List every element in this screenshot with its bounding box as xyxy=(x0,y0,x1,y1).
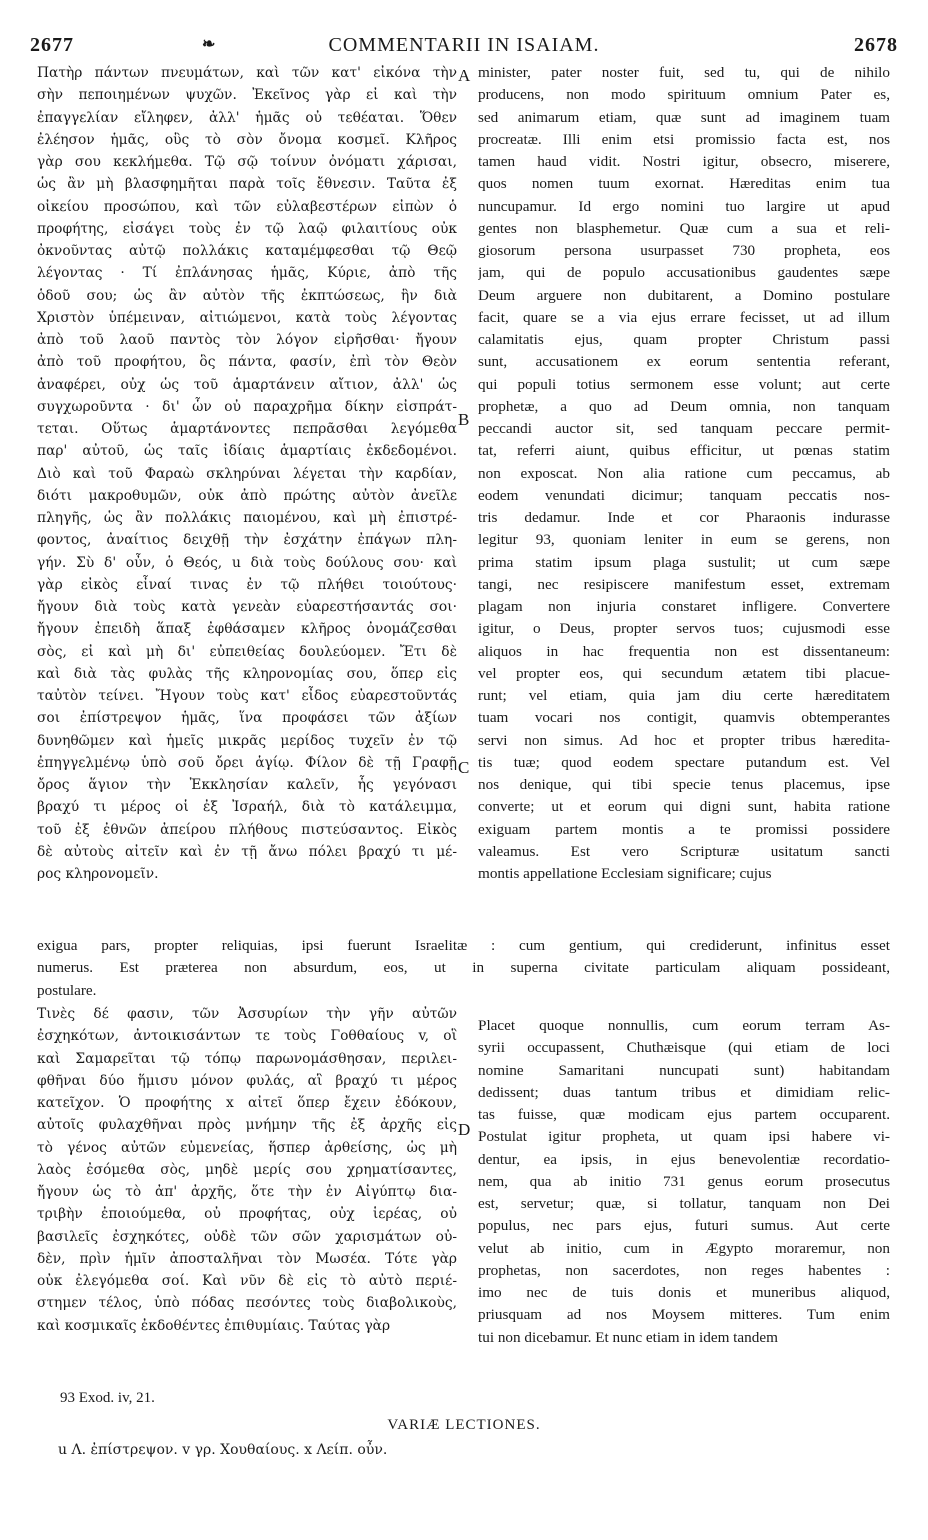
latin-text-line: sed animarum etiam, quæ sunt ad imaginem tuam xyxy=(478,108,890,126)
latin-text-line: tangi, nec resipiscere manifestum esset, extremam xyxy=(478,575,890,593)
greek-column-top xyxy=(37,62,457,885)
greek-text-line: ἐλέησον ἡμᾶς, οὓς τὸ σὸν ὄνομα κοσμεῖ. Κλῆρος xyxy=(37,131,457,148)
greek-text-line: λαὸς ἐσόμεθα σὸς, μηδὲ μερίς σου χρηματίσαντες, xyxy=(37,1161,457,1178)
latin-text-line: populus, nec pars ejus, futuri sumus. Aut certe xyxy=(478,1217,890,1235)
section-marker-c: C xyxy=(458,758,470,777)
latin-text-line: priusquam ad nos Moysem mitteres. Tum enim xyxy=(478,1306,890,1324)
latin-text-line: aliquos in hac frequentia non est dissentaneum: xyxy=(478,642,890,660)
latin-text-line: nem, qua ab initio 731 genus eorum prosecutus xyxy=(478,1172,890,1190)
latin-text-line: imo nec de tuis donis et muneribus aliquod, xyxy=(478,1284,890,1301)
greek-text-line: ἤγουν διὰ τοὺς κατὰ γενεὰν εὐαρεστήσαντάς σοι· xyxy=(37,599,457,615)
variae-lectiones-title: VARIÆ LECTIONES. xyxy=(387,1417,541,1433)
latin-text-line: servi non simus. Ad hoc et propter tribus hæredita- xyxy=(478,731,890,749)
latin-text-line: tas fuisse, quæ modicam ejus partem occuparent. xyxy=(478,1106,890,1123)
latin-text-line: prophetas, non sacerdotes, non reges habentes : xyxy=(478,1261,890,1279)
latin-text-line: nos denique, qui tibi specie tenus placemus, ipse xyxy=(478,776,890,793)
greek-text-line: σὸς, εἰ καὶ μὴ δι' εὐπειθείας δουλεύομεν. Ἔτι δὲ xyxy=(37,643,457,660)
latin-text-line: quos nomen tuum exornat. Hæreditas enim tua xyxy=(478,175,890,193)
greek-text-line: ὀκνοῦντας αὐτῷ πολλάκις καταμέμφεσθαι τῷ Θεῷ xyxy=(37,243,457,259)
greek-text-line: Τινὲς δέ φασιν, τῶν Ἀσσυρίων τὴν γῆν αὐτῶν xyxy=(37,1006,457,1022)
greek-text-line: ἀναφέρει, οὐχ ὡς τοῦ ἁμαρτάνειν αἴτιον, ἀλλ' ὡς xyxy=(37,376,457,393)
latin-text-line: peccandi auctor sit, sed tanquam peccare permit- xyxy=(478,420,890,437)
latin-text-line: converte; ut et eorum qui digni sunt, habita ratione xyxy=(478,798,890,816)
latin-text-line: calamitatis ejus, quam propter Christum passi xyxy=(478,331,890,348)
greek-text-line: καὶ Σαμαρεῖται τῷ τόπῳ παρωνομάσθησαν, περιλει- xyxy=(37,1050,457,1067)
running-title: COMMENTARII IN ISAIAM. xyxy=(328,34,600,56)
latin-full-width-paragraph xyxy=(37,935,890,1002)
latin-text-line: tris dedamur. Inde et cor Pharaonis indurasse xyxy=(478,509,890,526)
greek-text-line: φοντος, ἀναίτιος δειχθῇ τὴν ἐσχάτην ἐπάγων πλη- xyxy=(37,532,457,549)
latin-text-line: non exposcat. Non alia ratione cum peccamus, ab xyxy=(478,464,890,482)
greek-text-line: παρ' αὐτοῦ, ὡς ταῖς ἰδίαις ἁμαρτίαις ἐκδεδομένοι. xyxy=(37,443,457,460)
greek-text-line: τεται. Οὕτως ἁμαρτάνοντες πεπρᾶσθαι λεγόμεθα xyxy=(37,421,457,437)
latin-text-line: Deum arguere non dubitarent, a Domino postulare xyxy=(478,286,890,304)
page-number-left: 2677 xyxy=(30,34,74,56)
page-number-right: 2678 xyxy=(854,34,898,56)
latin-text-line: igitur, o Deus, propter servos tuos; cujusmodi esse xyxy=(478,620,890,638)
greek-text-line: ὄρος ἅγιον τὴν Ἐκκλησίαν καλεῖν, ἧς γεγόνασι xyxy=(37,777,457,793)
fleuron-ornament: ❧ xyxy=(202,36,216,53)
greek-text-line: γὰρ εἰκὸς εἶναί τινας ἐν τῷ πλήθει τοιούτους· xyxy=(37,576,457,593)
greek-text-line: ἐσχηκότων, ἀντοικισάντων τε τοὺς Γοθθαίους v, οἳ xyxy=(37,1028,457,1045)
latin-text-line: prophetæ, a quo ad Deum omnia, non tanquam xyxy=(478,397,890,415)
greek-text-line: δὲ αὐτοὺς αἰτεῖν καὶ ἐν τῇ ἄνω πόλει βραχύ τι μέ- xyxy=(37,843,457,860)
latin-text-line: nuncupamur. Id ergo nomini tuo largire ut apud xyxy=(478,197,890,215)
greek-text-line: αὐτοῖς φυλαχθῆναι πρὸς μνήμην τῆς ἐξ ἀρχῆς εἰς xyxy=(37,1117,457,1134)
latin-text-line: jam, qui de populo accusationibus gaudentes sæpe xyxy=(478,264,890,282)
greek-text-line: ἐπηγγελμένῳ ὑπὸ σοῦ ὄρει ἁγίῳ. Φίλον δὲ τῇ Γραφῇ xyxy=(37,754,457,771)
greek-text-line: κατεῖχον. Ὁ προφήτης x αἰτεῖ ὅπερ ἔχειν ἐδόκουν, xyxy=(37,1095,457,1111)
greek-text-line: πληγῆς, ὡς ἂν πολλάκις παιομένου, καὶ μὴ ἐπιστρέ- xyxy=(37,510,457,526)
latin-text-line: est, servetur; quæ, si tollatur, tanquam non Dei xyxy=(478,1195,890,1212)
latin-text-line: tuam vocari nos contigit, quamvis obtemperantes xyxy=(478,709,890,727)
greek-text-line: ἐπαγγελίαν εἴληφεν, ἀλλ' ἡμᾶς οὐ τεθέαται. Ὅθεν xyxy=(37,109,457,126)
greek-text-line: βραχύ τι μέρος οἱ ἐξ Ἰσραήλ, διὰ τὸ κατάλειμμα, xyxy=(37,799,457,816)
section-marker-b: B xyxy=(458,410,470,429)
greek-text-line: προφήτης, εἰσάγει τοὺς ἐν τῷ λαῷ φιλαιτίους οὐκ xyxy=(37,220,457,237)
greek-text-line: βασιλεῖς ἐσχηκότες, οὐδὲ τῶν σῶν χαρισμάτων οὐ- xyxy=(37,1228,457,1245)
greek-text-line: ὁδοῦ σου; ὡς ἂν αὐτὸν τῆς ἐκπτώσεως, ἣν διὰ xyxy=(37,287,457,304)
greek-text-line: ἀπὸ τοῦ προφήτου, ὃς πάντα, φασίν, ἐπὶ τὸν Θεὸν xyxy=(37,354,457,371)
latin-text-line: plagam non injuria constaret infligere. Convertere xyxy=(478,598,890,615)
greek-text-line: φθῆναι δύο ἥμισυ μόνον φυλάς, αἳ βραχύ τι μέρος xyxy=(37,1072,457,1089)
greek-text-line: δὲν, πρὶν ἡμῖν ἀποσταλῆναι τὸν Μωσέα. Τότε γὰρ xyxy=(37,1250,457,1267)
latin-text-line: velut ab initio, cum in Ægypto moraremur, non xyxy=(478,1239,890,1257)
greek-text-line: ἤγουν ἐπειδὴ ἅπαξ ἐφθάσαμεν κλῆρος ὀνομάζεσθαι xyxy=(37,621,457,638)
greek-text-line: οὐκ ἐλεγόμεθα σοί. Καὶ νῦν δὲ εἰς τὸ αὐτὸ περιέ- xyxy=(37,1273,457,1289)
latin-text-line: prima statim ipsum plaga sustulit; ut cum sæpe xyxy=(478,553,890,571)
section-marker-a: A xyxy=(458,66,471,85)
latin-text-line: qui populi totius sermonem esse volunt; aut certe xyxy=(478,375,890,393)
latin-text-line: exigua pars, propter reliquias, ipsi fuerunt Israelitæ : cum gentium, qui crediderunt, infinitus esset xyxy=(37,937,890,954)
greek-column-bottom xyxy=(37,1003,457,1337)
greek-text-line: Διὸ καὶ τοῦ Φαραὼ σκληρύναι λέγεται τὴν καρδίαν, xyxy=(37,465,457,482)
greek-text-line: ρος κληρονομεῖν. xyxy=(37,866,159,882)
greek-text-line: Πατὴρ πάντων πνευμάτων, καὶ τῶν κατ' εἰκόνα τὴν xyxy=(37,65,457,81)
latin-text-line: tat, referri aiunt, quibus efficitur, ut pœnas statim xyxy=(478,442,890,460)
latin-text-line: dentur, ea ipsis, in ejus benevolentiæ recordatio- xyxy=(478,1150,890,1168)
greek-text-line: σοι ἐπίστρεψον ἡμᾶς, ἵνα προφάσει τῶν ἀξίων xyxy=(37,710,457,727)
latin-text-line: syrii occupassent, Chuthæisque (qui etiam de loci xyxy=(478,1039,890,1057)
latin-text-line: legitur 93, quoniam leniter in eum se gerens, non xyxy=(478,531,890,549)
latin-text-line: giosorum persona usurpasset 730 propheta, eos xyxy=(478,242,890,259)
greek-text-line: ἀπὸ τοῦ λαοῦ παντὸς τὸν λόγον εἰρῆσθαι· ἤγουν xyxy=(37,332,457,348)
section-marker-d: D xyxy=(458,1120,471,1139)
greek-text-line: γὰρ σου κεκλήμεθα. Τῷ σῷ τοίνυν ὀνόματι χάρισαι, xyxy=(37,154,457,170)
greek-text-line: στημεν τέλος, ὑπὸ πόδας πεσόντες τοὺς διαβολικοὺς, xyxy=(37,1295,457,1312)
latin-column-bottom xyxy=(478,1015,890,1349)
latin-text-line: producens, non modo spirituum omnium Pater es, xyxy=(478,86,890,104)
latin-text-line: numerus. Est præterea non absurdum, eos, ut in superna civitate particulam aliquam possideant, xyxy=(37,959,890,977)
latin-text-line: vel propter eos, qui secundum ætatem tibi placue- xyxy=(478,664,890,682)
latin-text-line: Placet quoque nonnullis, cum eorum terram As- xyxy=(478,1017,890,1034)
greek-text-line: γήν. Σὺ δ' οὖν, ὁ Θεός, u διὰ τοὺς δούλους σου· καὶ xyxy=(37,554,457,571)
latin-text-line: procreatæ. Illi enim etsi promissio facta est, nos xyxy=(478,130,890,148)
greek-text-line: καὶ κοσμικαῖς ἐκδοθέντες ἐπιθυμίαις. Ταύτας γὰρ xyxy=(37,1317,391,1334)
greek-text-line: διότι μακροθυμῶν, οὐκ ἀπὸ πρώτης αὐτὸν ἀνεῖλε xyxy=(37,487,457,504)
latin-text-line: exiguam partem montis a te promissi possidere xyxy=(478,820,890,838)
greek-text-line: συγχωροῦντα · δι' ὧν οὐ παραχρῆμα δίκην εἰσπράτ- xyxy=(37,398,457,415)
latin-text-line: sunt, accusationem ex eorum sententia referant, xyxy=(478,353,890,371)
footnote: 93 Exod. iv, 21. xyxy=(60,1390,155,1406)
greek-text-line: τριβὴν ἐποιούμεθα, οὐ προφήτας, οὐχ ἱερέας, οὐ xyxy=(37,1206,457,1223)
greek-text-line: καὶ διὰ τὰς φυλὰς τῆς κληρονομίας σου, ὅπερ εἰς xyxy=(37,665,457,682)
latin-text-line: valeamus. Est vero Scripturæ usitatum sancti xyxy=(478,842,890,860)
greek-text-line: οἰκείου προσώπου, καὶ τῶν εὐλαβεστέρων εἰπὼν ὁ xyxy=(37,198,457,215)
latin-text-line: runt; vel etiam, quia jam diu certe hæreditatem xyxy=(478,687,890,704)
latin-text-line: montis appellatione Ecclesiam significare; cujus xyxy=(478,865,772,882)
page-header xyxy=(30,34,898,58)
latin-column-top xyxy=(478,62,890,885)
greek-text-line: ὡς ἂν μὴ βλασφημῆται παρὰ τοῖς ἔθνεσιν. Ταῦτα ἐξ xyxy=(37,176,457,193)
latin-text-line: eodem venundati dicimur; tanquam peccatis nos- xyxy=(478,486,890,504)
greek-text-line: τοῦ ἐξ ἐθνῶν ἀπείρου πλήθους πιστεύσαντος. Εἰκὸς xyxy=(37,821,457,838)
latin-text-line: gentes non blasphemetur. Quæ cum a sua et reli- xyxy=(478,219,890,237)
latin-text-line: Postulat igitur propheta, ut quam ipsi habere vi- xyxy=(478,1128,890,1146)
latin-text-line: tui non dicebamur. Et nunc etiam in idem tandem xyxy=(478,1328,778,1346)
greek-text-line: Χριστὸν ὑπέμειναν, αἰτιώμενοι, κατὰ τοὺς λέγοντας xyxy=(37,309,457,326)
latin-text-line: tis tuæ; quod eodem spectare putandum est. Vel xyxy=(478,753,890,771)
latin-text-line: minister, pater noster fuit, sed tu, qui de nihilo xyxy=(478,64,890,81)
greek-text-line: ἤγουν ὡς τὸ ἀπ' ἀρχῆς, ὅτε τὴν ἐν Αἰγύπτῳ δια- xyxy=(37,1184,457,1200)
latin-text-line: dedissent; duas tantum tribus et dimidiam relic- xyxy=(478,1083,890,1101)
greek-text-line: δυνηθῶμεν καὶ ἡμεῖς μικρᾶς μερίδος τυχεῖν ἐν τῷ xyxy=(37,732,457,749)
variant-readings: u Λ. ἐπίστρεψον. v γρ. Χουθαίους. x Λείπ. οὖν. xyxy=(58,1442,388,1458)
greek-text-line: σὴν πεποιημένων ψυχῶν. Ἐκεῖνος γὰρ εἰ καὶ τὴν xyxy=(37,87,457,104)
greek-text-line: ταὐτὸν τείνει. Ἤγουν τοὺς κατ' εἶδος εὐαρεστοῦντάς xyxy=(37,688,457,704)
greek-text-line: λέγοντας · Τί ἐπλάνησας ἡμᾶς, Κύριε, ἀπὸ τῆς xyxy=(37,265,457,282)
greek-text-line: τὸ γένος αὐτῶν εὐμενείας, ἥσπερ ἀρθείσης, ὡς μὴ xyxy=(37,1139,457,1156)
latin-text-line: facit, quare se a via ejus errare fecisset, ut ad illum xyxy=(478,308,890,326)
latin-text-line: postulare. xyxy=(37,981,97,999)
latin-text-line: tamen haud vidit. Nostri igitur, obsecro, miserere, xyxy=(478,153,890,170)
latin-text-line: nomine Samaritani nuncupati sunt) habitandam xyxy=(478,1061,890,1079)
